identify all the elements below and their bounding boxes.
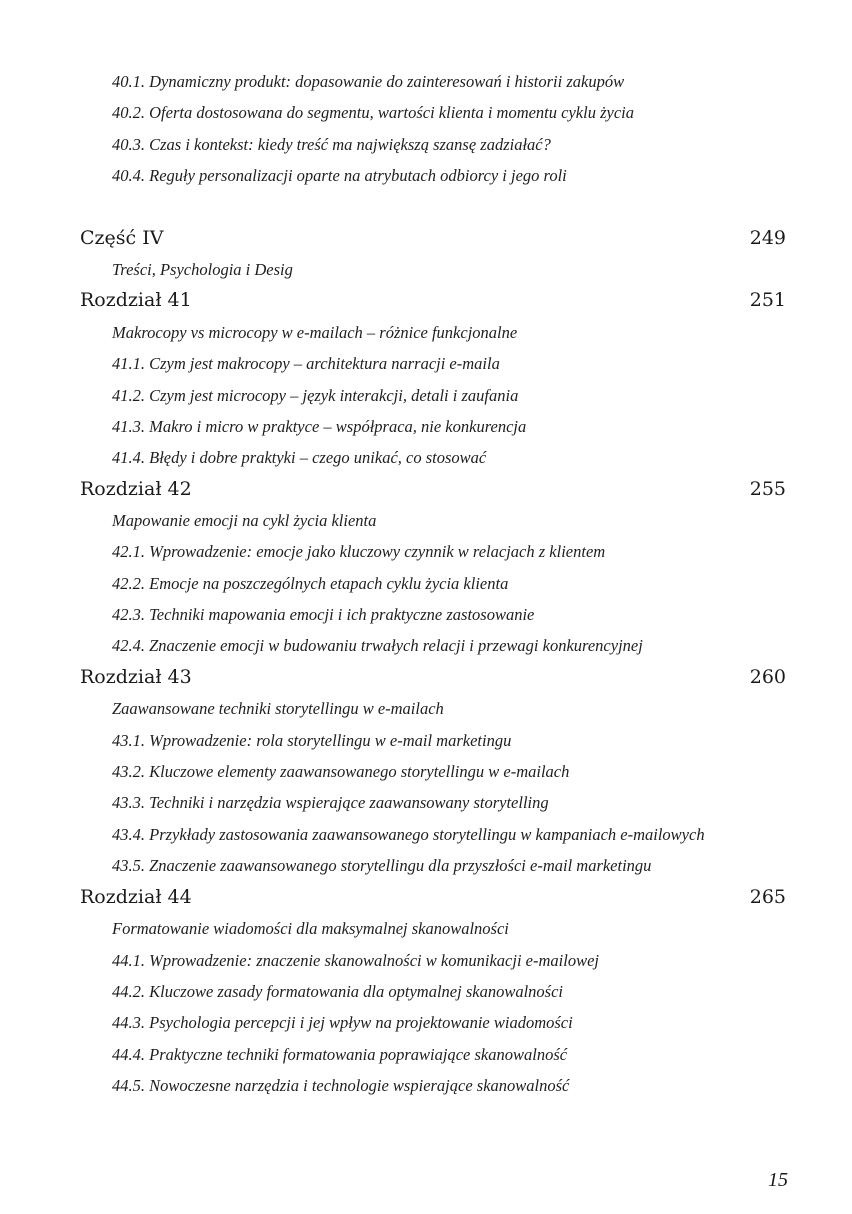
toc-section-43-4[interactable]: 43.4. Przykłady zastosowania zaawansowanego storytellingu w kampaniach e-mailowych bbox=[112, 825, 705, 844]
toc-section-43-2[interactable]: 43.2. Kluczowe elementy zaawansowanego storytellingu w e-mailach bbox=[112, 762, 570, 781]
toc-chapter-43-title[interactable]: Zaawansowane techniki storytellingu w e-mailach bbox=[112, 699, 444, 718]
toc-section-42-3[interactable]: 42.3. Techniki mapowania emocji i ich praktyczne zastosowanie bbox=[112, 605, 535, 624]
toc-section-40-2[interactable]: 40.2. Oferta dostosowana do segmentu, wartości klienta i momentu cyklu życia bbox=[112, 103, 634, 122]
toc-section-41-4[interactable]: 41.4. Błędy i dobre praktyki – czego unikać, co stosować bbox=[112, 448, 487, 467]
toc-chapter-41-label[interactable]: Rozdział 41 bbox=[80, 289, 192, 311]
toc-chapter-44-label[interactable]: Rozdział 44 bbox=[80, 886, 192, 908]
toc-section-44-2[interactable]: 44.2. Kluczowe zasady formatowania dla optymalnej skanowalności bbox=[112, 982, 563, 1001]
toc-section-40-3[interactable]: 40.3. Czas i kontekst: kiedy treść ma największą szansę zadziałać? bbox=[112, 135, 551, 154]
toc-chapter-44-title[interactable]: Formatowanie wiadomości dla maksymalnej skanowalności bbox=[112, 919, 509, 938]
toc-section-40-4[interactable]: 40.4. Reguły personalizacji oparte na atrybutach odbiorcy i jego roli bbox=[112, 166, 567, 185]
toc-section-41-3[interactable]: 41.3. Makro i micro w praktyce – współpraca, nie konkurencja bbox=[112, 417, 527, 436]
toc-chapter-43-label[interactable]: Rozdział 43 bbox=[80, 666, 192, 688]
toc-section-42-1[interactable]: 42.1. Wprowadzenie: emocje jako kluczowy czynnik w relacjach z klientem bbox=[112, 542, 606, 561]
toc-part-page: 249 bbox=[749, 227, 786, 249]
toc-section-41-1[interactable]: 41.1. Czym jest makrocopy – architektura narracji e-maila bbox=[112, 354, 500, 373]
toc-section-41-2[interactable]: 41.2. Czym jest microcopy – język interakcji, detali i zaufania bbox=[112, 386, 519, 405]
toc-chapter-44-page: 265 bbox=[749, 886, 786, 908]
toc-chapter-43-page: 260 bbox=[749, 666, 786, 688]
toc-part-label[interactable]: Część IV bbox=[80, 227, 164, 249]
toc-section-43-1[interactable]: 43.1. Wprowadzenie: rola storytellingu w e-mail marketingu bbox=[112, 731, 512, 750]
toc-section-44-5[interactable]: 44.5. Nowoczesne narzędzia i technologie wspierające skanowalność bbox=[112, 1076, 570, 1095]
toc-section-40-1[interactable]: 40.1. Dynamiczny produkt: dopasowanie do zainteresowań i historii zakupów bbox=[112, 72, 625, 91]
toc-chapter-41-title[interactable]: Makrocopy vs microcopy w e-mailach – różnice funkcjonalne bbox=[112, 323, 518, 342]
toc-chapter-41-page: 251 bbox=[749, 289, 786, 311]
toc-chapter-42-page: 255 bbox=[749, 478, 786, 500]
page-number: 15 bbox=[768, 1169, 788, 1191]
toc-part-subtitle[interactable]: Treści, Psychologia i Desig bbox=[112, 260, 293, 279]
toc-section-42-4[interactable]: 42.4. Znaczenie emocji w budowaniu trwałych relacji i przewagi konkurencyjnej bbox=[112, 636, 643, 655]
toc-section-43-3[interactable]: 43.3. Techniki i narzędzia wspierające zaawansowany storytelling bbox=[112, 793, 549, 812]
toc-section-42-2[interactable]: 42.2. Emocje na poszczególnych etapach cyklu życia klienta bbox=[112, 574, 509, 593]
toc-section-44-4[interactable]: 44.4. Praktyczne techniki formatowania poprawiające skanowalność bbox=[112, 1045, 568, 1064]
toc-section-44-1[interactable]: 44.1. Wprowadzenie: znaczenie skanowalności w komunikacji e-mailowej bbox=[112, 951, 599, 970]
toc-chapter-42-title[interactable]: Mapowanie emocji na cykl życia klienta bbox=[112, 511, 377, 530]
toc-section-44-3[interactable]: 44.3. Psychologia percepcji i jej wpływ na projektowanie wiadomości bbox=[112, 1013, 573, 1032]
toc-chapter-42-label[interactable]: Rozdział 42 bbox=[80, 478, 192, 500]
toc-section-43-5[interactable]: 43.5. Znaczenie zaawansowanego storytellingu dla przyszłości e-mail marketingu bbox=[112, 856, 652, 875]
